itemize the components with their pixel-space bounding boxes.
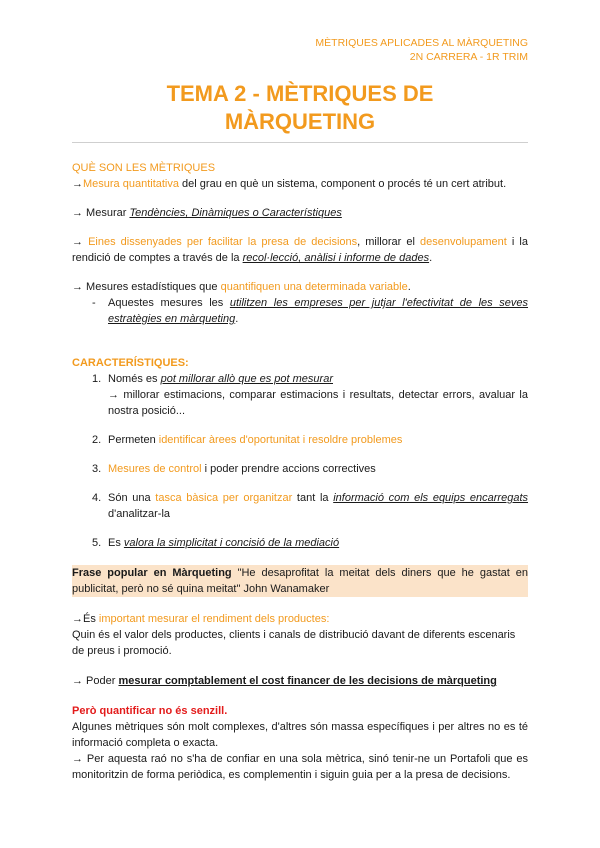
paragraph-accounting: → Poder mesurar comptablement el cost financer de les decisions de màrqueting — [72, 675, 497, 687]
course-title: MÈTRIQUES APLICADES AL MÀRQUETING — [315, 37, 528, 49]
paragraph-tools: → Eines dissenyades per facilitar la presa de decisions, millorar el desenvolupament i la rendició de comptes a través de la recol·lecció, anàlisi i informe de dades. — [72, 236, 528, 264]
paragraph-definition: →Mesura quantitativa del grau en què un sistema, component o procés té un cert atribut. — [72, 178, 507, 190]
paragraph-complexity: Algunes mètriques són molt complexes, d'altres són massa específiques i per altres no es té informació completa o exacta. — [72, 721, 528, 749]
popular-quote: Frase popular en Màrqueting "He desaprofitat la meitat dels diners que he gastat en publicitat, però no sé quina meitat" John Wanamaker — [72, 567, 528, 595]
list-item: 2. Permeten identificar àrees d'oportunitat i resoldre problemes — [92, 434, 403, 446]
paragraph-performance: →És important mesurar el rendiment dels productes: Quin és el valor dels productes, clients i canals de distribució davant de diferents escenaris de preus i promoció. — [72, 613, 516, 657]
paragraph-measure: → Mesurar Tendències, Dinàmiques o Característiques — [72, 207, 342, 219]
paragraph-portfolio: → Per aquesta raó no s'ha de confiar en una sola mètrica, sinó tenir-ne un Portafoli que es monitoritzin de forma periòdica, es complementin i siguin guia per a la presa de decisions. — [72, 753, 528, 781]
title-line-1: TEMA 2 - MÈTRIQUES DE — [166, 81, 434, 106]
section-heading-metrics: QUÈ SON LES MÈTRIQUES — [72, 162, 216, 174]
page-title — [72, 80, 528, 136]
dash-marker: - — [92, 297, 96, 309]
title-divider — [72, 142, 528, 143]
document-page — [72, 0, 528, 783]
list-item: - Aquestes mesures les utilitzen les empreses per jutjar l'efectivitat de les seves estratègies en màrqueting. — [92, 297, 529, 325]
course-term: 2N CARRERA - 1R TRIM — [409, 51, 528, 63]
list-item: 3. Mesures de control i poder prendre accions correctives — [92, 463, 376, 475]
list-item: 5. Es valora la simplicitat i concisió de la mediació — [92, 537, 340, 549]
title-line-2: MÀRQUETING — [224, 109, 376, 134]
list-item: 1. Només es pot millorar allò que es pot mesurar → millorar estimacions, comparar estimacions i resultats, detectar errors, avaluar la nostra posició... — [92, 373, 528, 417]
section-heading-characteristics: CARACTERÍSTIQUES: — [72, 357, 189, 369]
paragraph-statistics: → Mesures estadístiques que quantifiquen una determinada variable. — [72, 281, 411, 293]
list-item: 4. Són una tasca bàsica per organitzar tant la informació com els equips encarregats d'analitzar-la — [92, 492, 529, 520]
document-header — [72, 36, 528, 64]
section-heading-not-simple: Però quantificar no és senzill. — [72, 705, 228, 717]
